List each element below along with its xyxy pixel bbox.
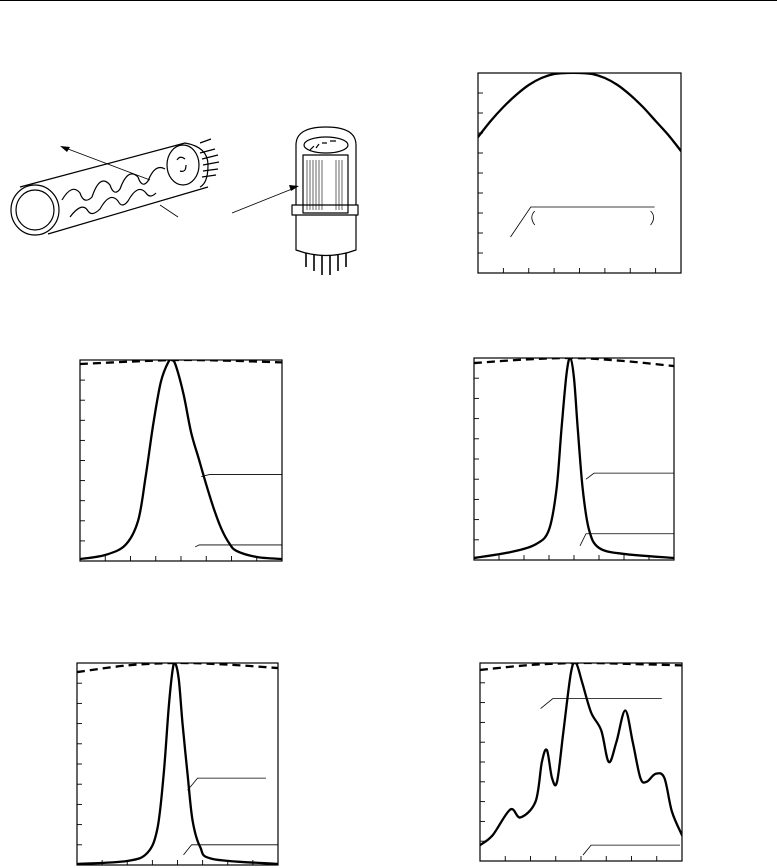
chart-panel-1 [478,73,681,273]
axis-ticks [478,93,656,273]
annotation-leader [188,778,266,790]
bracket-left [532,211,535,225]
chart-panel-5 [480,663,682,861]
axis-ticks [480,683,657,861]
vacuum-tube [232,127,358,275]
annotation-leader [583,845,680,855]
plot-frame [80,360,282,561]
dashed-series-line [480,663,682,670]
annotation-leader [586,473,674,479]
solid-series-line [77,663,278,864]
axis-ticks [80,380,257,561]
chart-panel-2 [80,360,282,561]
bracket-right [651,211,654,225]
plot-frame [77,663,278,865]
annotation-leader [184,845,278,855]
annotation-leader [195,545,282,547]
plot-area [80,359,282,559]
solid-series-line [478,73,681,151]
chart-2 [80,360,282,561]
header-rule [0,0,777,1]
plot-area [474,358,674,558]
plot-area [478,73,681,151]
annotation-leader [201,475,282,477]
traveling-wave-tube [11,139,219,235]
solid-series-line [80,359,282,559]
solid-series-line [480,662,682,845]
axis-ticks [474,378,649,560]
chart-3 [474,358,674,560]
chart-panel-3 [474,358,674,560]
chart-4 [77,663,278,865]
plot-area [480,662,682,845]
plot-frame [480,663,682,861]
chart-1 [478,73,681,273]
annotation-leader [510,207,654,237]
tube-illustration [0,105,380,290]
annotation-leader [541,699,662,709]
dashed-series-line [474,358,674,366]
axis-ticks [77,683,253,865]
chart-panel-4 [77,663,278,865]
plot-area [77,663,278,864]
solid-series-line [474,358,674,558]
chart-5 [480,663,682,861]
